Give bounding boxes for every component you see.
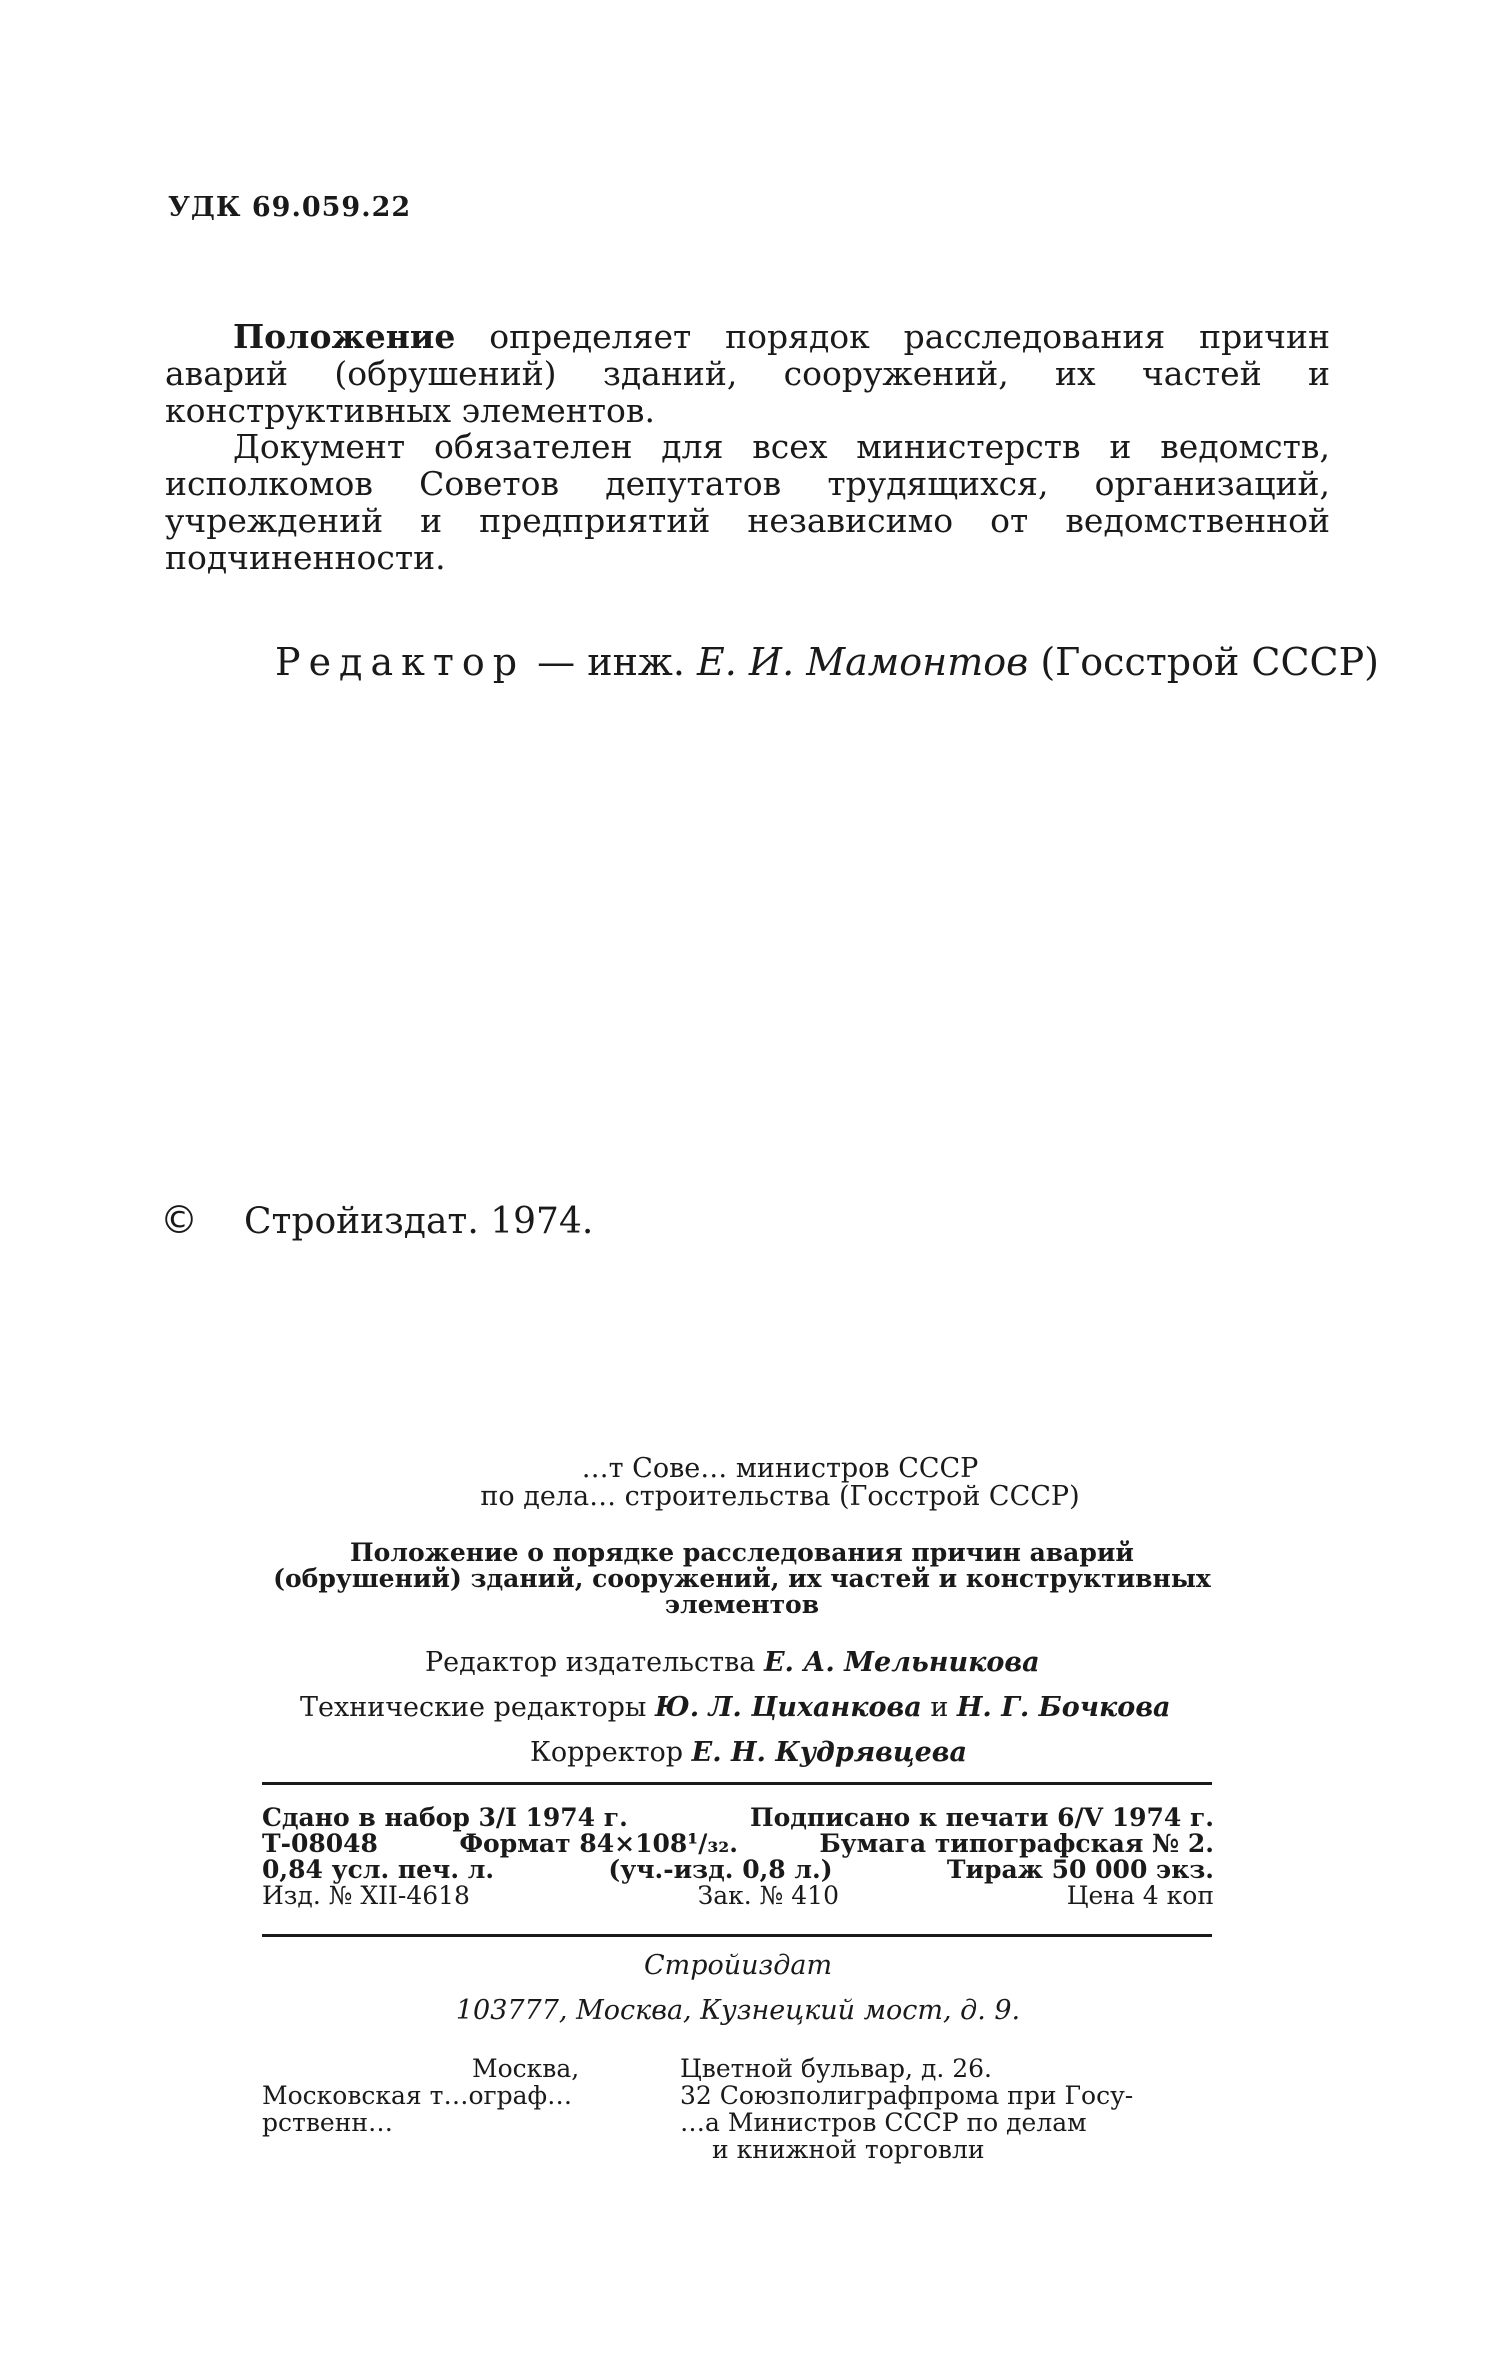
publisher-address: 103777, Москва, Кузнецкий мост, д. 9. — [455, 1995, 1021, 2026]
credit-name: Ю. Л. Циханкова — [655, 1692, 922, 1723]
divider-bottom — [262, 1934, 1212, 1937]
printer-right: Цветной бульвар, д. 26. — [680, 2054, 992, 2083]
imprint-organization — [420, 1455, 1140, 1511]
spec-cell: Цена 4 коп — [1066, 1881, 1214, 1910]
credit-role: Корректор — [530, 1737, 692, 1768]
credit-conj: и — [921, 1692, 957, 1723]
editor-name: Е. И. Мамонтов — [697, 640, 1029, 684]
credit-publishing-editor — [425, 1647, 1040, 1678]
spec-cell: (уч.-изд. 0,8 л.) — [608, 1855, 833, 1884]
printer-right: 32 Союзполиграфпрома при Госу- — [680, 2081, 1134, 2110]
editor-label: Редактор — [275, 640, 526, 684]
abstract-paragraph-2 — [165, 428, 1330, 576]
printer-line — [262, 2082, 1214, 2109]
editor-line — [275, 640, 1379, 684]
copyright-text: Стройиздат. 1974. — [244, 1201, 594, 1242]
printer-right: …а Министров СССР по делам — [680, 2108, 1087, 2137]
spec-cell: Формат 84×108¹/₃₂. — [459, 1829, 738, 1858]
credit-name-2: Н. Г. Бочкова — [956, 1692, 1171, 1723]
spec-row — [262, 1883, 1214, 1909]
divider-top — [262, 1782, 1212, 1785]
spec-cell: 0,84 усл. печ. л. — [262, 1855, 495, 1884]
spec-cell: Изд. № XII-4618 — [262, 1881, 470, 1910]
copyright-icon: © — [160, 1198, 198, 1242]
spec-row — [262, 1857, 1214, 1883]
spec-cell: Т-08048 — [262, 1829, 378, 1858]
imprint-title: Положение о порядке расследования причин аварий (обрушений) зданий, сооружений, их частей и конструктивных элементов — [273, 1538, 1211, 1619]
spec-cell: Зак. № 410 — [697, 1881, 839, 1910]
printer-info — [262, 2055, 1214, 2163]
spec-cell: Тираж 50 000 экз. — [946, 1855, 1214, 1884]
abstract-lead-word: Положение — [233, 317, 456, 356]
publisher-name: Стройиздат — [643, 1950, 833, 1981]
credit-name: Е. А. Мельникова — [763, 1647, 1040, 1678]
org-line-1: …т Сове… министров СССР — [581, 1453, 979, 1484]
printer-left: Москва, — [472, 2054, 580, 2083]
printer-line — [262, 2136, 1214, 2163]
credit-proofreader — [530, 1737, 967, 1768]
abstract-text-1: определяет порядок расследования причин аварий (обрушений) зданий, сооружений, их частей и конструктивных элементов. — [165, 317, 1330, 430]
spec-row — [262, 1805, 1214, 1831]
credit-role: Редактор издательства — [425, 1647, 764, 1678]
printer-left: Московская т…ограф… — [262, 2081, 573, 2110]
org-line-2: по дела… строительства (Госстрой СССР) — [480, 1481, 1080, 1512]
printer-right: и книжной торговли — [712, 2135, 985, 2164]
spec-row — [262, 1831, 1214, 1857]
editor-org: (Госстрой СССР) — [1028, 640, 1379, 684]
spec-cell: Сдано в набор 3/I 1974 г. — [262, 1803, 628, 1832]
spec-cell: Бумага типографская № 2. — [819, 1829, 1214, 1858]
printer-line — [262, 2055, 1214, 2082]
spec-cell: Подписано к печати 6/V 1974 г. — [749, 1803, 1214, 1832]
abstract-paragraph-1 — [165, 318, 1330, 429]
editor-dash: — инж. — [525, 640, 698, 684]
udk-code: УДК 69.059.22 — [168, 192, 412, 223]
abstract-text-2: Документ обязателен для всех министерств и ведомств, исполкомов Советов депутатов трудящихся, организаций, учреждений и предприятий независимо от ведомственной подчиненности. — [165, 427, 1330, 577]
credit-technical-editors — [300, 1692, 1171, 1723]
copyright-line — [160, 1198, 593, 1242]
credit-name: Е. Н. Кудрявцева — [691, 1737, 968, 1768]
print-specs — [262, 1805, 1214, 1909]
printer-line — [262, 2109, 1214, 2136]
credit-role: Технические редакторы — [300, 1692, 655, 1723]
printer-left: рственн… — [262, 2108, 394, 2137]
